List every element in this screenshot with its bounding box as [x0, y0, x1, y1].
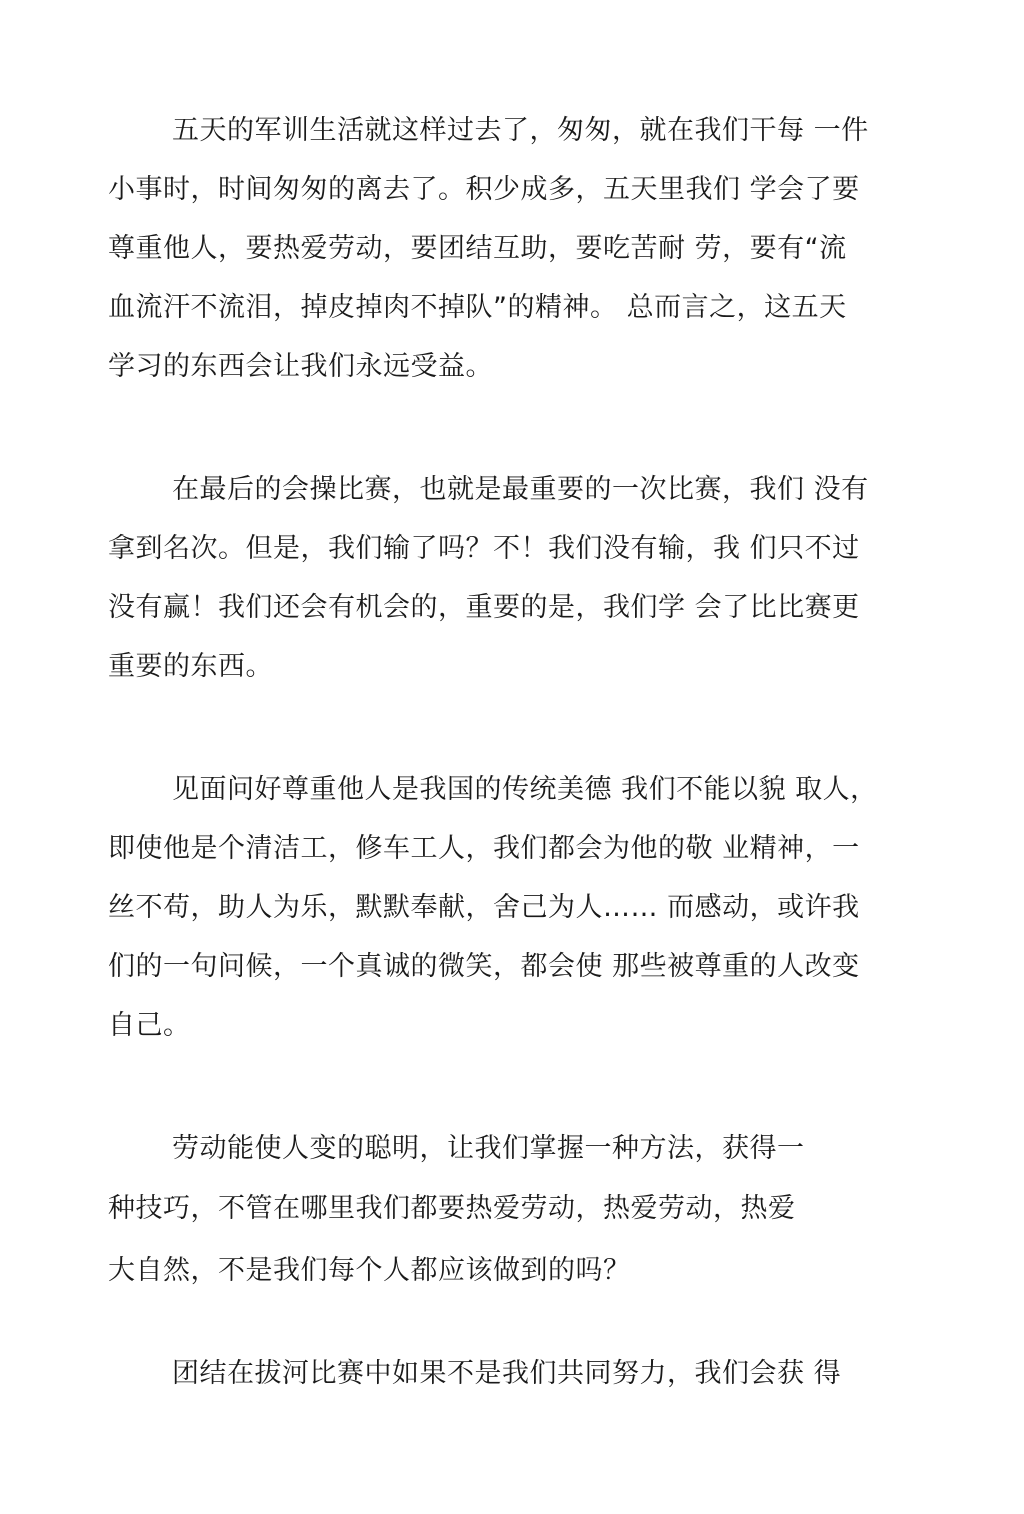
paragraph-4-line-3: 大自然，不是我们每个人都应该做到的吗？: [108, 1255, 631, 1286]
paragraph-2-line-3: 没有赢！我们还会有机会的，重要的是，我们学 会了比比赛更: [108, 592, 860, 623]
paragraph-1-line-1: 五天的军训生活就这样过去了，匆匆，就在我们干每 一件: [172, 115, 869, 146]
paragraph-3-line-3: 丝不苟，助人为乐，默默奉献，舍己为人…… 而感动，或许我: [108, 892, 860, 923]
paragraph-4-line-2: 种技巧，不管在哪里我们都要热爱劳动，热爱劳动，热爱: [108, 1193, 796, 1224]
paragraph-3-line-5: 自己。: [108, 1010, 191, 1041]
paragraph-1-line-3: 尊重他人，要热爱劳动，要团结互助，要吃苦耐 劳，要有“流: [108, 233, 847, 264]
paragraph-3-line-4: 们的一句问候，一个真诚的微笑，都会使 那些被尊重的人改变: [108, 951, 860, 982]
paragraph-3-line-1: 见面问好尊重他人是我国的传统美德 我们不能以貌 取人，: [172, 774, 878, 805]
paragraph-4-line-1: 劳动能使人变的聪明，让我们掌握一种方法，获得一: [172, 1133, 805, 1164]
paragraph-1-line-5: 学习的东西会让我们永远受益。: [108, 351, 493, 382]
paragraph-3-line-2: 即使他是个清洁工，修车工人，我们都会为他的敬 业精神，一: [108, 833, 860, 864]
paragraph-2-line-2: 拿到名次。但是，我们输了吗？不！我们没有输，我 们只不过: [108, 533, 860, 564]
paragraph-2-line-4: 重要的东西。: [108, 651, 273, 682]
paragraph-1-line-4: 血流汗不流泪，掉皮掉肉不掉队”的精神。 总而言之，这五天: [108, 292, 847, 323]
paragraph-1-line-2: 小事时，时间匆匆的离去了。积少成多，五天里我们 学会了要: [108, 174, 860, 205]
paragraph-5-line-1: 团结在拔河比赛中如果不是我们共同努力，我们会获 得: [172, 1358, 842, 1389]
paragraph-2-line-1: 在最后的会操比赛，也就是最重要的一次比赛，我们 没有: [172, 474, 869, 505]
